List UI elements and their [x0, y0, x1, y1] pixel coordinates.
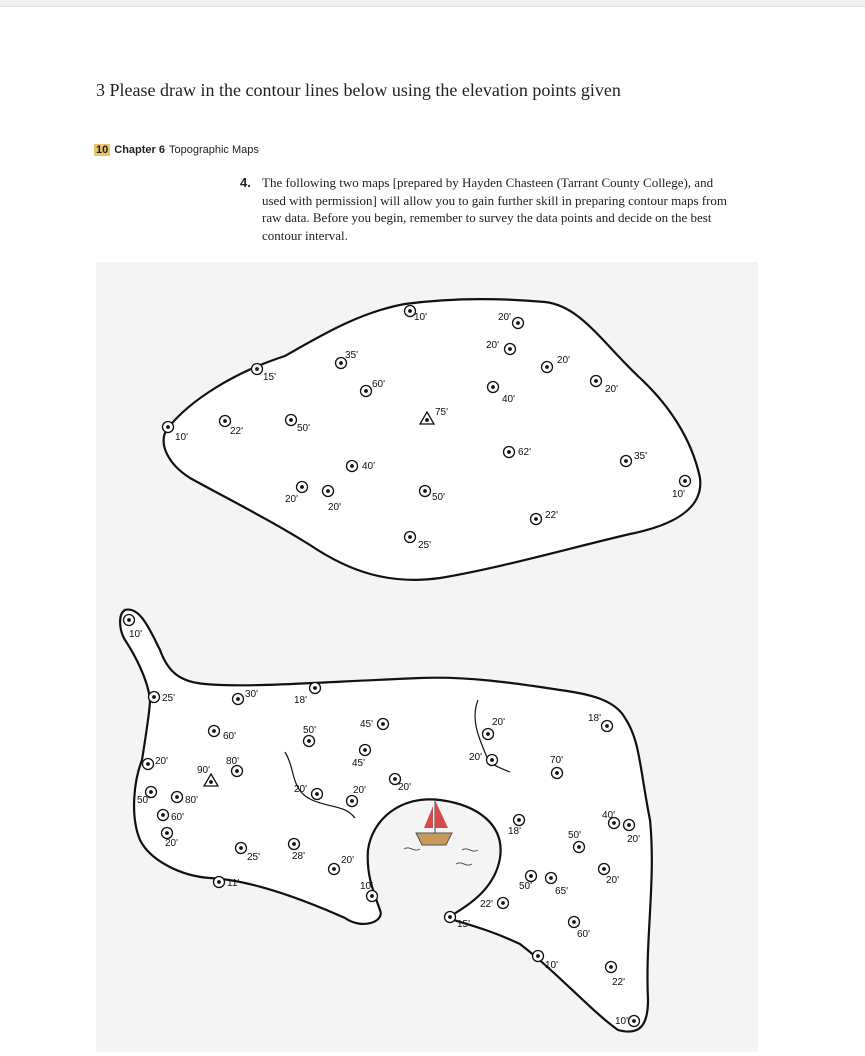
elevation-label: 20': [557, 355, 571, 366]
elevation-label: 50': [519, 881, 533, 892]
marker-center-dot: [612, 821, 616, 825]
marker-center-dot: [490, 758, 494, 762]
elevation-label: 20': [341, 855, 355, 866]
marker-center-dot: [350, 464, 354, 468]
elevation-point: [504, 447, 532, 459]
elevation-label: 18': [508, 826, 522, 837]
elevation-label: 45': [360, 719, 374, 730]
marker-center-dot: [408, 535, 412, 539]
marker-center-dot: [517, 818, 521, 822]
elevation-label: 50': [568, 830, 582, 841]
elevation-label: 10': [615, 1016, 629, 1027]
question-title: 3 Please draw in the contour lines below using the elevation points given: [96, 80, 621, 100]
benchmark-label: 75': [435, 407, 449, 418]
marker-center-dot: [549, 876, 553, 880]
elevation-label: 25': [418, 540, 432, 551]
elevation-label: 20': [294, 784, 308, 795]
elevation-label: 25': [162, 693, 176, 704]
elevation-label: 20': [328, 502, 342, 513]
chapter-topic: Topographic Maps: [169, 144, 259, 156]
marker-center-dot: [545, 365, 549, 369]
elevation-label: 11': [227, 878, 240, 889]
marker-center-dot: [166, 425, 170, 429]
boat-icon: [404, 798, 478, 865]
marker-center-dot: [146, 762, 150, 766]
chapter-label: Chapter 6: [114, 144, 165, 156]
marker-center-dot: [339, 361, 343, 365]
marker-center-dot: [627, 823, 631, 827]
elevation-label: 40': [602, 810, 616, 821]
marker-center-dot: [632, 1019, 636, 1023]
marker-center-dot: [235, 769, 239, 773]
elevation-label: 20': [165, 838, 179, 849]
marker-center-dot: [508, 347, 512, 351]
elevation-label: 20': [492, 717, 506, 728]
marker-center-dot: [486, 732, 490, 736]
lower-island-outline: [120, 610, 652, 1032]
elevation-label: 10': [545, 960, 559, 971]
elevation-label: 60': [372, 379, 386, 390]
elevation-label: 22': [480, 899, 494, 910]
marker-center-dot: [594, 379, 598, 383]
marker-center-dot: [448, 915, 452, 919]
marker-center-dot: [529, 874, 533, 878]
elevation-label: 20': [285, 494, 299, 505]
elevation-point: [214, 877, 240, 890]
elevation-label: 10': [129, 629, 143, 640]
marker-center-dot: [217, 880, 221, 884]
page-number: 10: [96, 144, 109, 156]
elevation-label: 35': [634, 451, 648, 462]
marker-center-dot: [555, 771, 559, 775]
elevation-label: 45': [352, 758, 366, 769]
elevation-point: [303, 725, 316, 747]
elevation-label: 60': [171, 812, 185, 823]
marker-center-dot: [300, 485, 304, 489]
marker-center-dot: [236, 697, 240, 701]
elevation-label: 20': [398, 782, 412, 793]
marker-center-dot: [423, 489, 427, 493]
marker-center-dot: [127, 618, 131, 622]
elevation-label: 30': [245, 689, 259, 700]
marker-center-dot: [534, 517, 538, 521]
marker-center-dot: [363, 748, 367, 752]
marker-center-dot: [239, 846, 243, 850]
marker-center-dot: [536, 954, 540, 958]
marker-center-dot: [624, 459, 628, 463]
elevation-label: 50': [432, 492, 446, 503]
marker-center-dot: [602, 867, 606, 871]
elevation-label: 50': [303, 725, 317, 736]
elevation-label: 22': [612, 977, 626, 988]
elevation-label: 10': [175, 432, 189, 443]
exercise-text: The following two maps [prepared by Hayden Chasteen (Tarrant County College), and used with permission] will allow you to gain further skill in preparing contour maps from raw data. Before you begin, remember to survey the data points and decide on the best contour interval.: [262, 175, 728, 243]
marker-center-dot: [289, 418, 293, 422]
marker-center-dot: [507, 450, 511, 454]
marker-center-dot: [165, 831, 169, 835]
elevation-label: 10': [360, 881, 374, 892]
marker-center-dot: [332, 867, 336, 871]
elevation-label: 20': [605, 384, 619, 395]
elevation-label: 20': [469, 752, 483, 763]
elevation-label: 28': [292, 851, 306, 862]
marker-center-dot: [501, 901, 505, 905]
marker-center-dot: [326, 489, 330, 493]
marker-center-dot: [370, 894, 374, 898]
marker-center-dot: [605, 724, 609, 728]
elevation-label: 40': [362, 461, 376, 472]
elevation-label: 60': [223, 731, 237, 742]
elevation-label: 10': [414, 312, 428, 323]
marker-center-dot: [212, 729, 216, 733]
elevation-label: 10': [672, 489, 686, 500]
upper-island-outline: [164, 299, 701, 580]
marker-center-dot: [609, 965, 613, 969]
marker-center-dot: [572, 920, 576, 924]
benchmark-center-dot: [425, 418, 429, 422]
marker-center-dot: [161, 813, 165, 817]
marker-center-dot: [381, 722, 385, 726]
elevation-label: 80': [185, 795, 199, 806]
elevation-label: 60': [577, 929, 591, 940]
marker-center-dot: [350, 799, 354, 803]
elevation-label: 22': [230, 426, 244, 437]
elevation-label: 18': [294, 695, 308, 706]
marker-center-dot: [175, 795, 179, 799]
elevation-point: [149, 692, 176, 705]
elevation-label: 70': [550, 755, 564, 766]
elevation-label: 18': [588, 713, 602, 724]
elevation-label: 15': [457, 919, 471, 930]
elevation-label: 50': [297, 423, 311, 434]
marker-center-dot: [408, 309, 412, 313]
elevation-label: 35': [345, 350, 359, 361]
elevation-label: 40': [502, 394, 516, 405]
elevation-label: 65': [555, 886, 569, 897]
marker-center-dot: [393, 777, 397, 781]
marker-center-dot: [683, 479, 687, 483]
elevation-label: 20': [606, 875, 620, 886]
elevation-label: 50': [137, 795, 151, 806]
exercise-number: 4.: [240, 175, 251, 190]
elevation-label: 15': [263, 372, 277, 383]
elevation-label: 20': [486, 340, 500, 351]
elevation-label: 22': [545, 510, 559, 521]
marker-center-dot: [516, 321, 520, 325]
marker-center-dot: [152, 695, 156, 699]
elevation-label: 20': [353, 785, 367, 796]
marker-center-dot: [577, 845, 581, 849]
marker-center-dot: [491, 385, 495, 389]
elevation-label: 80': [226, 756, 240, 767]
benchmark-center-dot: [209, 780, 213, 784]
marker-center-dot: [255, 367, 259, 371]
elevation-label: 20': [627, 834, 641, 845]
marker-center-dot: [313, 686, 317, 690]
marker-center-dot: [307, 739, 311, 743]
elevation-point: [615, 1016, 640, 1028]
elevation-label: 62': [518, 447, 532, 458]
marker-center-dot: [149, 790, 153, 794]
marker-center-dot: [364, 389, 368, 393]
marker-center-dot: [315, 792, 319, 796]
elevation-label: 20': [498, 312, 512, 323]
marker-center-dot: [223, 419, 227, 423]
marker-center-dot: [292, 842, 296, 846]
benchmark-label: 90': [197, 765, 211, 776]
elevation-label: 25': [247, 852, 261, 863]
elevation-label: 20': [155, 756, 169, 767]
